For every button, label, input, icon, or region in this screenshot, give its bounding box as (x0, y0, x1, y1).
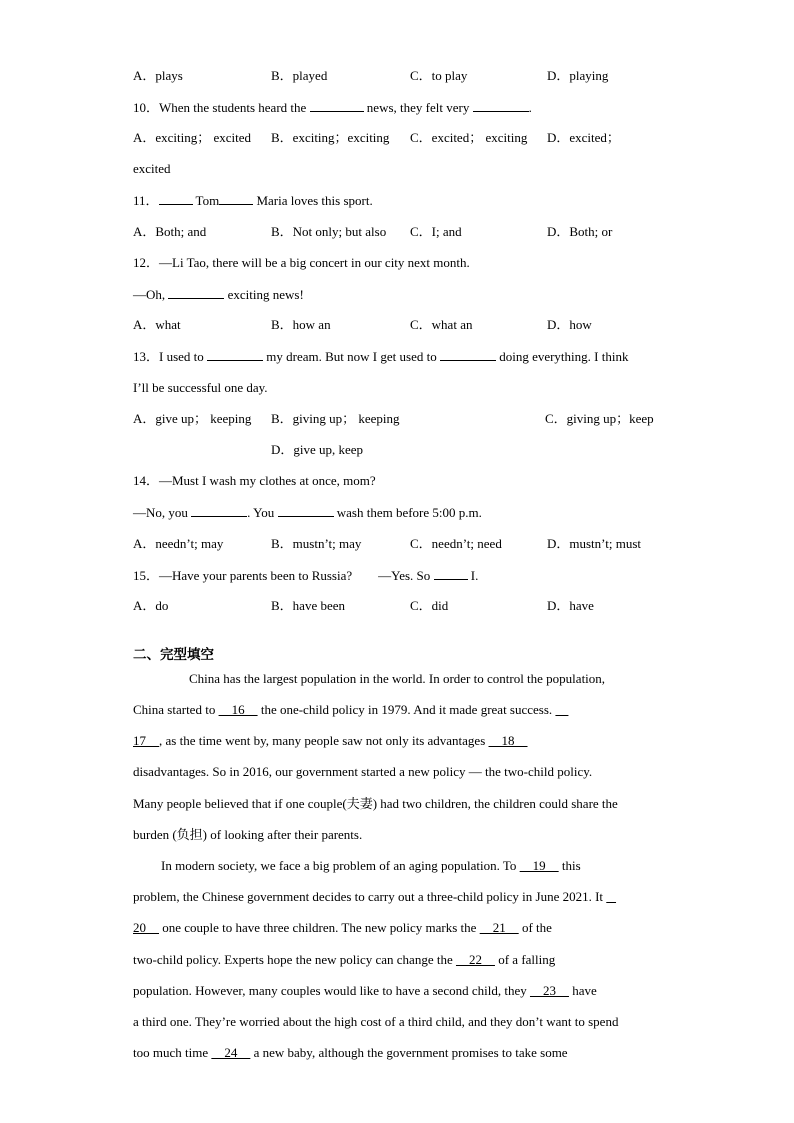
q12-option-a: A．what (133, 317, 181, 332)
blank-17: 17 (133, 733, 159, 748)
q12-stem-text-b: exciting news! (224, 287, 304, 302)
q11-stem-text-c: Maria loves this sport. (253, 193, 373, 208)
q14-option-c: C．needn’t; need (410, 536, 502, 551)
q14-options (133, 534, 663, 554)
q12-stem-2 (133, 284, 304, 304)
q11-stem-text-b: Tom (192, 193, 220, 208)
q13-blank-1 (207, 346, 263, 361)
q14-option-d: D．mustn’t; must (547, 536, 642, 551)
q10-stem-text-a: 10．When the students heard the (133, 100, 310, 115)
q10-options (133, 128, 663, 148)
q15-blank (434, 565, 468, 580)
q13-stem-2: I’ll be successful one day. (133, 380, 268, 395)
passage-line-7 (161, 856, 581, 876)
q14-stem-1: 14．—Must I wash my clothes at once, mom? (133, 473, 376, 488)
passage-text: of the (518, 920, 552, 935)
q10-blank-1 (310, 97, 364, 112)
q15-option-a: A．do (133, 598, 169, 613)
passage-text: one couple to have three children. The new policy marks the (159, 920, 480, 935)
q13-stem-text-a: 13．I used to (133, 349, 208, 364)
q10-option-d: D．excited； (547, 130, 620, 145)
q12-stem-text-a: —Oh, (133, 287, 169, 302)
q11-stem-text-a: 11． (133, 193, 159, 208)
section-title-cloze: 二、完型填空 (133, 647, 214, 663)
passage-line-13 (133, 1043, 568, 1063)
q14-stem-text-c: wash them before 5:00 p.m. (333, 505, 482, 520)
passage-text: problem, the Chinese government decides to carry out a three-child policy in June 2021. It (133, 889, 607, 904)
q11-options (133, 222, 663, 242)
passage-line-4: disadvantages. So in 2016, our government started a new policy — the two-child policy. (133, 764, 593, 779)
blank-23: 23 (529, 983, 569, 998)
passage-line-9 (133, 918, 552, 938)
q13-stem-text-c: doing everything. I think (495, 349, 629, 364)
passage-text: , as the time went by, many people saw not only its advantages (159, 733, 489, 748)
passage-text: China started to (133, 702, 219, 717)
passage-text: a new baby, although the government promises to take some (250, 1045, 568, 1060)
q13-stem-text-b: my dream. But now I get used to (263, 349, 440, 364)
passage-text: too much time (133, 1045, 212, 1060)
q9-option-a: A．plays (133, 68, 183, 83)
q13-option-c: C．giving up；keep (545, 411, 654, 426)
passage-text: In modern society, we face a big problem of an aging population. To (161, 858, 520, 873)
q15-stem-text-b: I. (467, 568, 479, 583)
blank-24: 24 (211, 1045, 251, 1060)
q13-options-row-1 (133, 409, 663, 429)
q10-blank-2 (473, 97, 529, 112)
blank-19: 19 (519, 858, 559, 873)
passage-line-3 (133, 731, 528, 751)
blank-22: 22 (455, 952, 495, 967)
q11-blank-2 (219, 190, 253, 205)
passage-text: this (558, 858, 581, 873)
q14-option-b: B．mustn’t; may (271, 536, 362, 551)
q11-option-d: D．Both; or (547, 224, 613, 239)
q11-option-c: C．I; and (410, 224, 462, 239)
q12-stem-1: 12．—Li Tao, there will be a big concert in our city next month. (133, 255, 470, 270)
blank-21: 21 (479, 920, 519, 935)
blank-20-start (606, 889, 616, 904)
q15-options (133, 596, 663, 616)
q12-blank (168, 284, 224, 299)
q9-options (133, 66, 663, 86)
passage-text: population. However, many couples would like to have a second child, they (133, 983, 530, 998)
q13-option-b: B．giving up； keeping (271, 411, 400, 426)
q12-option-c: C．what an (410, 317, 473, 332)
q12-option-d: D．how (547, 317, 592, 332)
passage-line-5: Many people believed that if one couple(夫妻) had two children, the children could share the (133, 796, 618, 811)
q14-stem-2 (133, 502, 482, 522)
q14-stem-text-b: . You (247, 505, 278, 520)
q15-option-d: D．have (547, 598, 594, 613)
q10-stem-text-b: news, they felt very (363, 100, 473, 115)
passage-text: the one-child policy in 1979. And it made great success. (257, 702, 556, 717)
q11-blank-1 (159, 190, 193, 205)
q11-option-a: A．Both; and (133, 224, 207, 239)
passage-text: two-child policy. Experts hope the new policy can change the (133, 952, 456, 967)
passage-line-2 (133, 700, 568, 720)
q15-option-b: B．have been (271, 598, 346, 613)
blank-16: 16 (218, 702, 258, 717)
passage-line-11 (133, 981, 597, 1001)
q14-option-a: A．needn’t; may (133, 536, 224, 551)
passage-text: of a falling (494, 952, 556, 967)
q12-options (133, 315, 663, 335)
passage-line-8 (133, 887, 616, 907)
q11-stem (133, 190, 373, 210)
q9-option-b: B．played (271, 68, 328, 83)
q11-option-b: B．Not only; but also (271, 224, 387, 239)
q14-blank-2 (278, 502, 334, 517)
blank-20: 20 (133, 920, 159, 935)
q9-option-c: C．to play (410, 68, 468, 83)
passage-line-12: a third one. They’re worried about the high cost of a third child, and they don’t want to spend (133, 1014, 619, 1029)
q13-option-d: D．give up, keep (271, 442, 364, 457)
q10-stem-text-c: . (528, 100, 532, 115)
q12-option-b: B．how an (271, 317, 331, 332)
passage-text: have (568, 983, 597, 998)
q10-option-d-cont: excited (133, 161, 171, 176)
q15-stem (133, 565, 478, 585)
passage-line-1: China has the largest population in the world. In order to control the population, (189, 671, 606, 686)
q13-stem-1 (133, 346, 628, 366)
blank-18: 18 (488, 733, 528, 748)
q10-option-b: B．exciting；exciting (271, 130, 390, 145)
passage-line-10 (133, 950, 555, 970)
q9-option-d: D．playing (547, 68, 609, 83)
q14-blank-1 (191, 502, 247, 517)
q10-stem (133, 97, 532, 117)
q14-stem-text-a: —No, you (133, 505, 192, 520)
passage-line-6: burden (负担) of looking after their parents. (133, 827, 363, 842)
q15-option-c: C．did (410, 598, 449, 613)
q13-blank-2 (440, 346, 496, 361)
q15-stem-text-a: 15．—Have your parents been to Russia? —Yes. So (133, 568, 434, 583)
q10-option-a: A．exciting； excited (133, 130, 252, 145)
q13-option-a: A．give up； keeping (133, 411, 252, 426)
blank-17-start (555, 702, 568, 717)
q10-option-c: C．excited； exciting (410, 130, 528, 145)
